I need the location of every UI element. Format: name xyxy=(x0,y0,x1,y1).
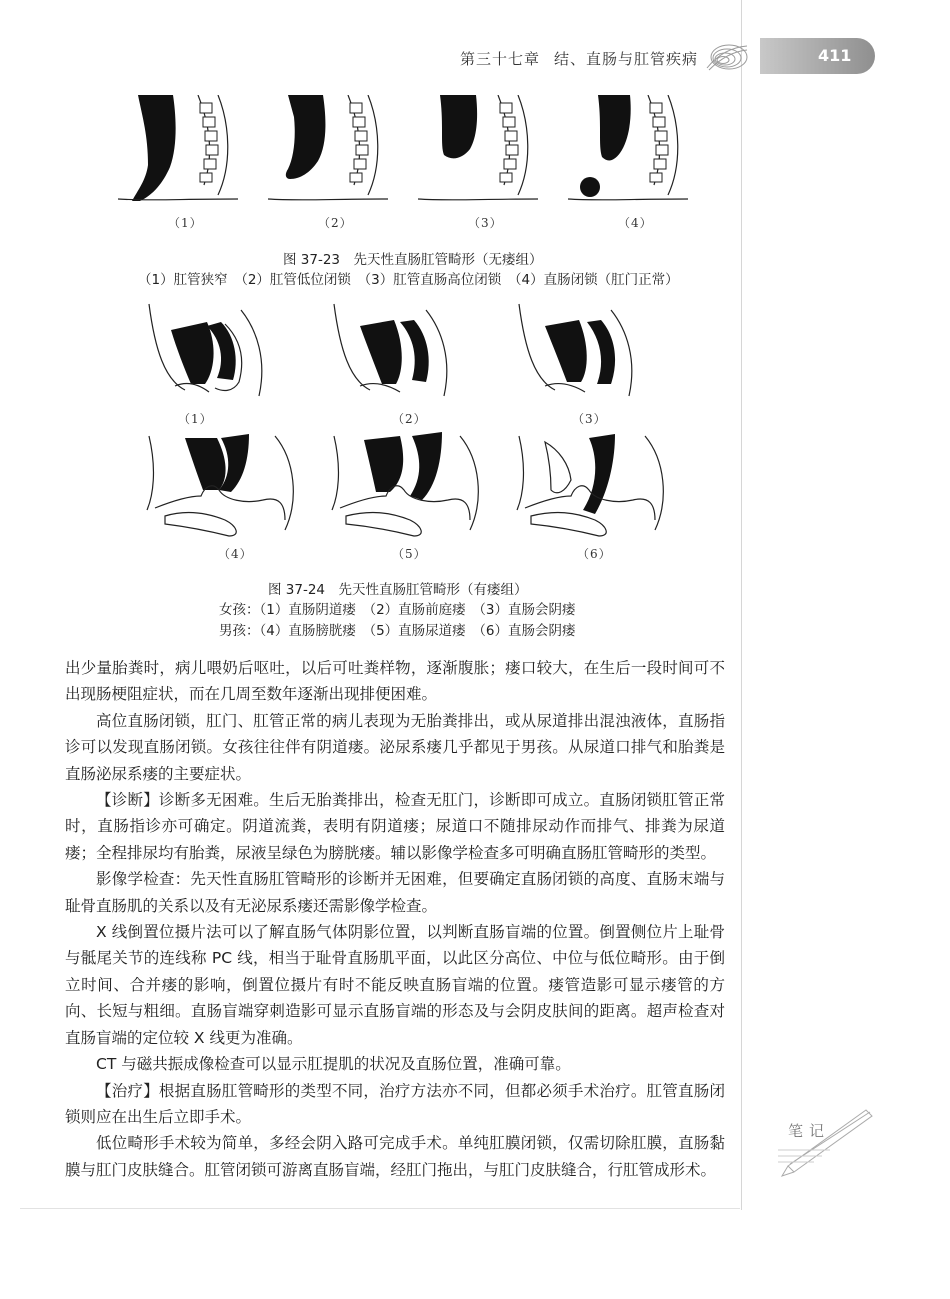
fig24-panel-2-drawing xyxy=(330,300,460,400)
fig23-subtitle: （1）肛管狭窄 （2）肛管低位闭锁 （3）肛管直肠高位闭锁 （4）直肠闭锁（肛门正常） xyxy=(138,272,679,288)
diagnosis-text: 诊断多无困难。生后无胎粪排出，检查无肛门，诊断即可成立。直肠闭锁肛管正常时，直肠指诊亦可确定。阴道流粪，表明有阴道瘘；尿道口不随排尿动作而排气、排粪为尿道瘘；全程排尿均有胎粪，尿液呈绿色为膀胱瘘。辅以影像学检查多可明确直肠肛管畸形的类型。 xyxy=(65,791,725,862)
fig24-panel-3-drawing xyxy=(515,300,645,400)
fig23-panel-3-drawing xyxy=(418,95,538,207)
swirl-ornament-icon xyxy=(703,40,749,74)
fig23-panel-3 xyxy=(418,95,538,207)
paragraph-1: 出少量胎粪时，病儿喂奶后呕吐，以后可吐粪样物，逐渐腹胀；瘘口较大，在生后一段时间可不出现肠梗阻症状，而在几周至数年逐渐出现排便困难。 xyxy=(65,659,725,704)
fig24-label-5: （5） xyxy=(392,547,427,561)
fig24-panel-1-drawing xyxy=(145,300,275,400)
fig23-panel-2 xyxy=(268,95,388,207)
fig23-panel-4 xyxy=(568,95,688,207)
fig24-subtitle-girls: 女孩：（1）直肠阴道瘘 （2）直肠前庭瘘 （3）直肠会阴瘘 xyxy=(219,602,576,618)
fig24-panel-6-drawing xyxy=(515,430,670,540)
fig23-label-3: （3） xyxy=(468,216,503,230)
fig24-label-6: （6） xyxy=(577,547,612,561)
treatment-heading: 【治疗】 xyxy=(96,1081,159,1100)
body-text xyxy=(65,655,725,1183)
fig23-label-4: （4） xyxy=(618,216,653,230)
paragraph-low-malformation: 低位畸形手术较为简单，多经会阴入路可完成手术。单纯肛膜闭锁，仅需切除肛膜，直肠黏膜与肛门皮肤缝合。肛管闭锁可游离直肠盲端，经肛门拖出，与肛门皮肤缝合，行肛管成形术。 xyxy=(65,1134,725,1179)
paragraph-treatment xyxy=(65,1078,725,1131)
fig24-panel-5 xyxy=(330,430,485,540)
fig24-panel-2 xyxy=(330,300,460,400)
fig23-panel-1-drawing xyxy=(118,95,238,207)
fig24-panel-4 xyxy=(145,430,300,540)
fig24-title: 图 37-24 先天性直肠肛管畸形（有瘘组） xyxy=(268,582,528,598)
fig23-panel-1 xyxy=(118,95,238,207)
fig24-label-3: （3） xyxy=(572,412,607,426)
fig24-panel-4-drawing xyxy=(145,430,300,540)
fig24-panel-5-drawing xyxy=(330,430,485,540)
fig24-label-4: （4） xyxy=(218,547,253,561)
diagnosis-heading: 【诊断】 xyxy=(96,791,159,810)
notes-label: 笔记 xyxy=(788,1122,831,1140)
fig24-panel-6 xyxy=(515,430,670,540)
margin-divider xyxy=(741,0,742,1210)
running-header xyxy=(460,48,698,69)
fig24-panel-3 xyxy=(515,300,645,400)
footer-divider xyxy=(20,1208,740,1209)
chapter-number: 第三十七章 xyxy=(460,50,541,68)
paragraph-2: 高位直肠闭锁，肛门、肛管正常的病儿表现为无胎粪排出，或从尿道排出混浊液体，直肠指诊可以发现直肠闭锁。女孩往往伴有阴道瘘。泌尿系瘘几乎都见于男孩。从尿道口排气和胎粪是直肠泌尿系瘘的主要症状。 xyxy=(65,711,725,783)
fig23-panel-4-drawing xyxy=(568,95,688,207)
fig23-panel-2-drawing xyxy=(268,95,388,207)
paragraph-xray: X 线倒置位摄片法可以了解直肠气体阴影位置，以判断直肠盲端的位置。倒置侧位片上耻骨与骶尾关节的连线称 PC 线，相当于耻骨直肠肌平面，以此区分高位、中位与低位畸形。由于倒立时间、合并瘘的影响，倒置位摄片有时不能反映直肠盲端的位置。瘘管造影可显示瘘管的方向、长短与粗细。直肠盲端穿刺造影可显示直肠盲端的形态及与会阴皮肤间的距离。超声检查对直肠盲端的定位较 X 线更为准确。 xyxy=(65,923,725,1047)
page-number: 411 xyxy=(818,46,852,65)
fig24-panel-1 xyxy=(145,300,275,400)
paragraph-imaging: 影像学检查：先天性直肠肛管畸形的诊断并无困难，但要确定直肠闭锁的高度、直肠末端与耻骨直肠肌的关系以及有无泌尿系瘘还需影像学检查。 xyxy=(65,870,725,915)
chapter-title: 结、直肠与肛管疾病 xyxy=(554,50,699,68)
treatment-text: 根据直肠肛管畸形的类型不同，治疗方法亦不同，但都必须手术治疗。肛管直肠闭锁则应在出生后立即手术。 xyxy=(65,1081,725,1126)
fig23-label-2: （2） xyxy=(318,216,353,230)
fig23-label-1: （1） xyxy=(168,216,203,230)
fig24-label-2: （2） xyxy=(392,412,427,426)
paragraph-diagnosis xyxy=(65,787,725,866)
fig23-title: 图 37-23 先天性直肠肛管畸形（无瘘组） xyxy=(283,252,543,268)
paragraph-ct: CT 与磁共振成像检查可以显示肛提肌的状况及直肠位置，准确可靠。 xyxy=(96,1055,571,1074)
fig24-label-1: （1） xyxy=(178,412,213,426)
fig24-subtitle-boys: 男孩：（4）直肠膀胱瘘 （5）直肠尿道瘘 （6）直肠会阴瘘 xyxy=(219,623,576,639)
